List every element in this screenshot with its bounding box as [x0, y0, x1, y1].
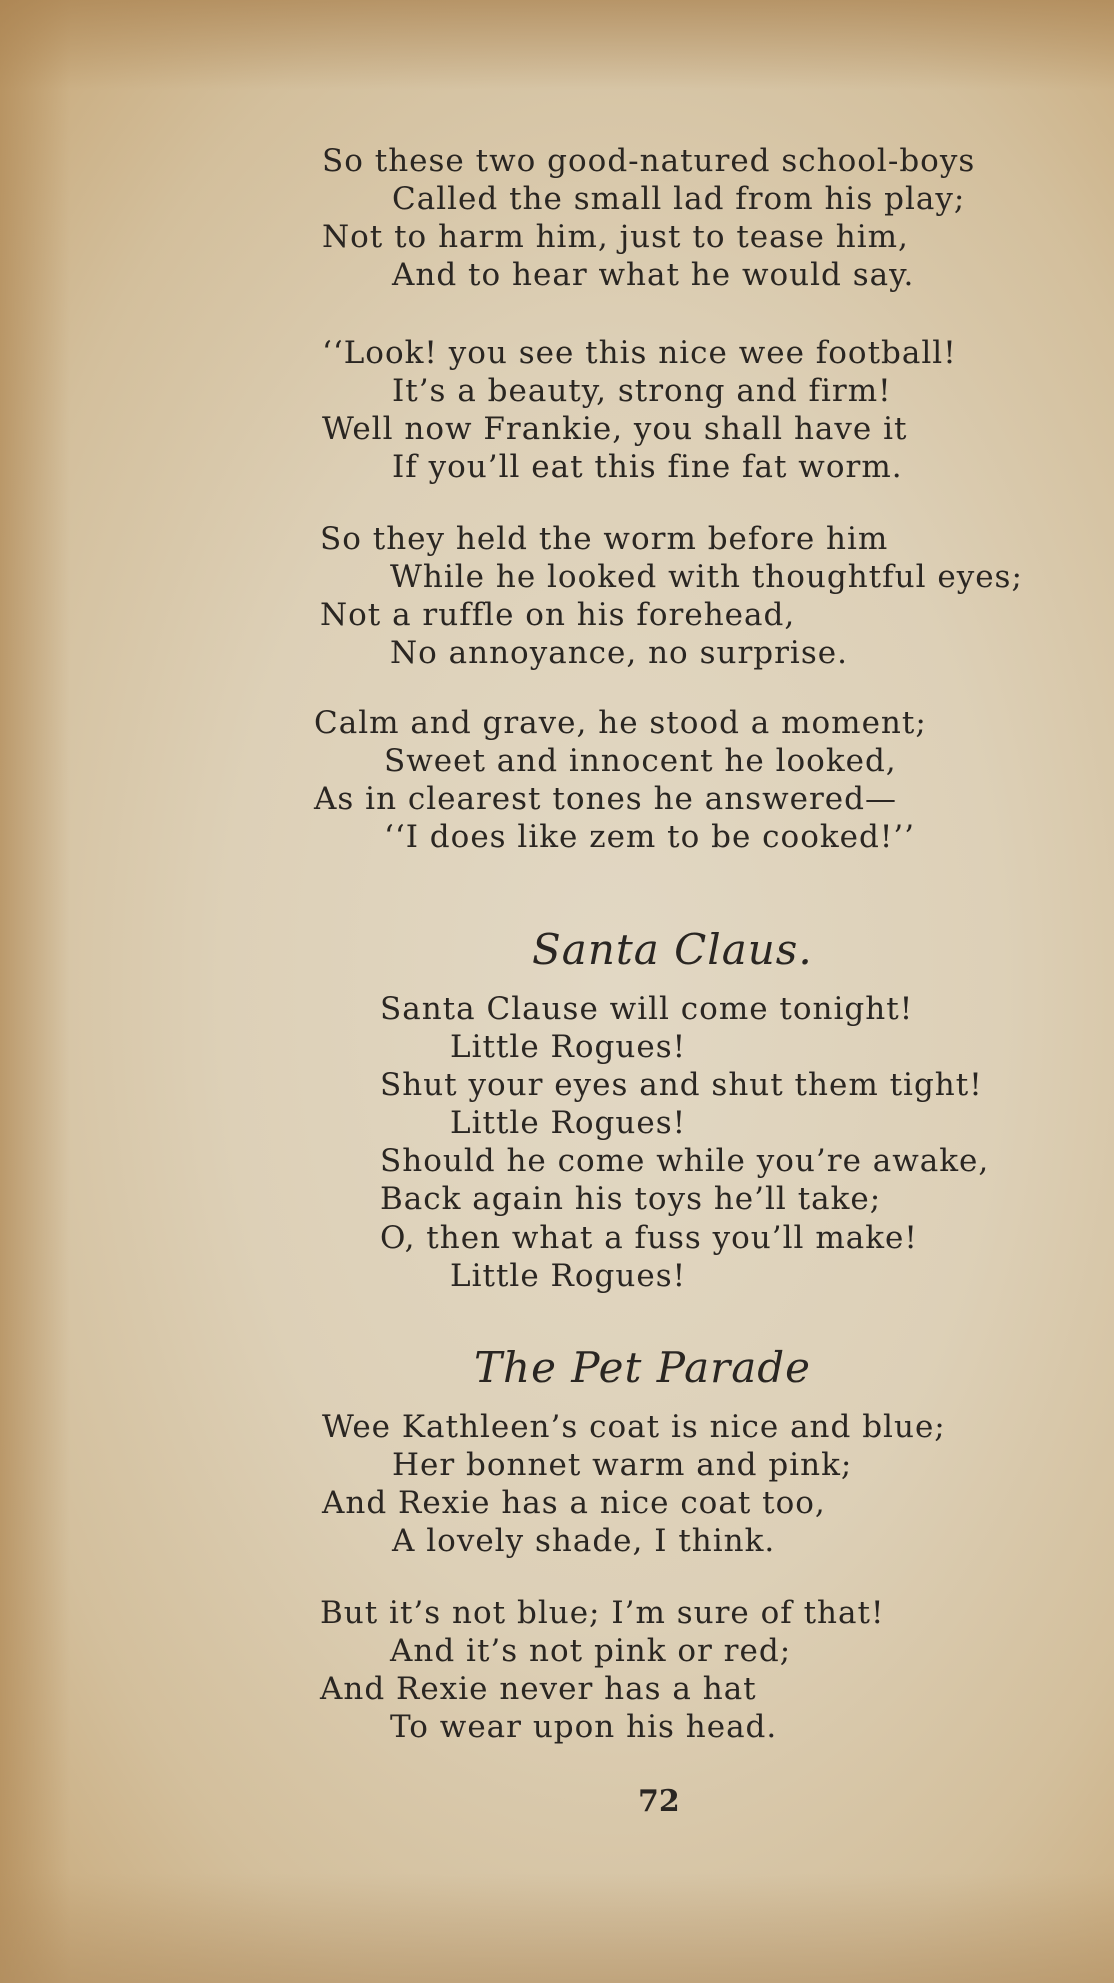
- poem1-stanza-4: [314, 706, 927, 858]
- page-edge-shading-top: [0, 0, 1114, 90]
- verse-line: Wee Kathleen’s coat is nice and blue;: [322, 1409, 946, 1445]
- verse-line: Well now Frankie, you shall have it: [322, 411, 908, 448]
- verse-line: But it’s not blue; I’m sure of that!: [320, 1595, 885, 1631]
- verse-line: Calm and grave, he stood a moment;: [314, 705, 927, 741]
- verse-line: If you’ll eat this fine fat worm.: [392, 449, 903, 486]
- verse-line: A lovely shade, I think.: [392, 1523, 776, 1560]
- page-edge-shading-left: [0, 0, 70, 1983]
- verse-line: To wear upon his head.: [390, 1709, 778, 1746]
- verse-line: It’s a beauty, strong and firm!: [392, 373, 892, 410]
- poem-title-santa-claus: Santa Claus.: [532, 925, 813, 974]
- verse-line: Called the small lad from his play;: [392, 181, 966, 218]
- poem-title-pet-parade: The Pet Parade: [474, 1343, 811, 1392]
- poem2-stanza: [380, 992, 989, 1297]
- verse-line: And Rexie never has a hat: [320, 1671, 757, 1708]
- verse-line: So these two good-natured school-boys: [322, 143, 976, 179]
- verse-line: Her bonnet warm and pink;: [392, 1447, 853, 1484]
- verse-line: Should he come while you’re awake,: [380, 1143, 990, 1180]
- verse-line: Little Rogues!: [450, 1257, 687, 1294]
- verse-line: And to hear what he would say.: [392, 257, 915, 294]
- verse-line: As in clearest tones he answered—: [314, 781, 897, 818]
- poem1-stanza-1: [322, 144, 975, 296]
- poem3-stanza-2: [320, 1596, 884, 1748]
- page-edge-shading-bottom: [0, 1873, 1114, 1983]
- poem1-stanza-2: [322, 336, 957, 488]
- verse-line: Back again his toys he’ll take;: [380, 1181, 882, 1218]
- verse-line: And it’s not pink or red;: [390, 1633, 792, 1670]
- verse-line: So they held the worm before him: [320, 521, 889, 557]
- poem1-stanza-3: [320, 522, 1023, 674]
- verse-line: While he looked with thoughtful eyes;: [390, 559, 1023, 596]
- verse-line: Sweet and innocent he looked,: [384, 743, 897, 780]
- verse-line: And Rexie has a nice coat too,: [322, 1485, 826, 1522]
- page-number: 72: [638, 1784, 680, 1819]
- verse-line: Not to harm him, just to tease him,: [322, 219, 909, 256]
- verse-line: Not a ruffle on his forehead,: [320, 597, 796, 634]
- verse-line: No annoyance, no surprise.: [390, 635, 848, 672]
- verse-line: Little Rogues!: [450, 1029, 687, 1066]
- verse-line: Little Rogues!: [450, 1105, 687, 1142]
- verse-line: O, then what a fuss you’ll make!: [380, 1219, 918, 1256]
- verse-line: ‘‘Look! you see this nice wee football!: [322, 335, 957, 371]
- poem3-stanza-1: [322, 1410, 946, 1562]
- verse-line: Shut your eyes and shut them tight!: [380, 1067, 983, 1104]
- verse-line: ‘‘I does like zem to be cooked!’’: [384, 819, 916, 856]
- verse-line: Santa Clause will come tonight!: [380, 991, 914, 1027]
